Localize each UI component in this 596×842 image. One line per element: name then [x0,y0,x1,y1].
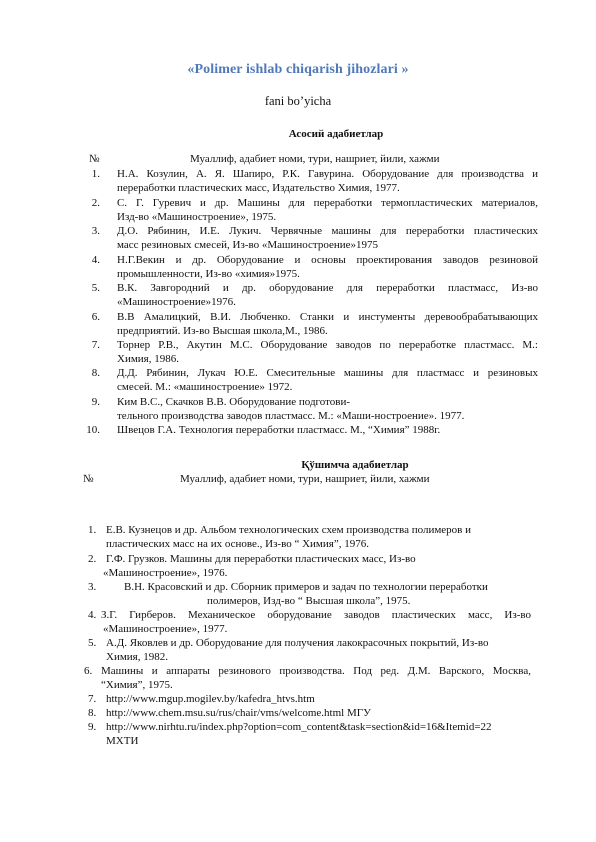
list-item-link[interactable]: http://www.nirhtu.ru/index.php?option=com_content&task=section&id=16&Itemid=22 [106,721,492,733]
list-item-number: 2. [91,197,100,209]
list-item-number: 6. [84,665,93,677]
list-item-line: А.Д. Яковлев и др. Оборудование для получения лакокрасочных покрытий, Из-во [106,637,489,649]
list-item-line: полимеров, Изд-во “ Высшая школа”, 1975. [207,595,411,607]
list-item-line: Н.А. Козулин, А. Я. Шапиро, Р.К. Гавурина. Оборудование для производства и [117,168,538,180]
list-item-number: 1. [91,168,100,180]
extra-description-column-header: Муаллиф, адабиет номи, тури, нашриет, йили, хажми [180,473,430,485]
list-item-line: З.Г. Гирберов. Механическое оборудование заводов пластических масс, Из-во [101,609,531,621]
list-item-line: тельного производства заводов пластмасс. М.: «Маши-ностроение». 1977. [117,410,465,422]
list-item-line: Д.Д. Рябинин, Лукач Ю.Е. Смесительные машины для пластмасс и резиновых [117,367,538,379]
list-item-line: переработки пластических масс, Издательство Химия, 1977. [117,182,400,194]
list-item-line: Ким В.С., Скачков В.В. Оборудование подготови- [117,396,351,408]
list-item-number: 7. [91,339,100,351]
list-item-line: «Машиностроение», 1977. [103,623,228,635]
list-item-line: предприятий. Из-во Высшая школа,М., 1986. [117,325,328,337]
list-item-line: Изд-во «Машиностроение», 1975. [117,211,277,223]
list-item-number: 8. [88,707,97,719]
list-item-number: 7. [88,693,97,705]
list-item-line: «Машиностроение»1976. [117,296,236,308]
list-item-link[interactable]: http://www.chem.msu.su/rus/chair/vms/welcome.html МГУ [106,707,371,719]
main-literature-heading: Асосий адабиетлар [288,128,384,140]
list-item-number: 3. [88,581,97,593]
list-item-number: 8. [91,367,100,379]
list-item-line: пластических масс на их основе., Из-во “ Химия”, 1976. [106,538,369,550]
main-description-column-header: Муаллиф, адабиет номи, тури, нашриет, йили, хажми [190,153,440,165]
list-item-line: Е.В. Кузнецов и др. Альбом технологических схем производства полимеров и [106,524,472,536]
list-item-link[interactable]: http://www.mgup.mogilev.by/kafedra_htvs.htm [106,693,315,705]
list-item-line: В.К. Завгородний и др. оборудование для переработки пластмасс, Из-во [117,282,538,294]
main-number-column-header: № [89,153,100,165]
list-item-line: Химия, 1986. [117,353,179,365]
list-item-number: 3. [91,225,100,237]
list-item-line: С. Г. Гуревич и др. Машины для переработки термопластических материалов, [117,197,538,209]
list-item-line: В.В Амалицкий, В.И. Любченко. Станки и инстументы деревообрабатывающих [117,311,538,323]
list-item-number: 4. [88,609,97,621]
list-item-line: Д.О. Рябинин, И.Е. Лукич. Червячные машины для переработки пластических [117,225,538,237]
list-item-number: 9. [88,721,97,733]
document-title: «Polimer ishlab chiqarish jihozlari » [187,62,409,77]
list-item-number: 5. [88,637,97,649]
list-item-line: смесей. М.: «машиностроение» 1972. [117,381,293,393]
list-item-number: 10. [86,424,100,436]
list-item-line: Швецов Г.А. Технология переработки пластмасс. М., “Химия” 1988г. [117,424,441,436]
extra-number-column-header: № [83,473,94,485]
list-item-line: Н.Г.Векин и др. Оборудование и основы проектирования заводов резиновой [117,254,538,266]
list-item-line: В.Н. Красовский и др. Сборник примеров и задач по технологии переработки [124,581,488,593]
list-item-number: 5. [91,282,100,294]
document-subtitle: fani bo’yicha [264,94,332,108]
list-item-number: 6. [91,311,100,323]
list-item-line: промышленности, Из-во «химия»1975. [117,268,300,280]
list-item-line: Г.Ф. Грузков. Машины для переработки пластических масс, Из-во [106,553,416,565]
list-item-line: “Химия”, 1975. [101,679,173,691]
list-item-line: МХТИ [106,735,139,747]
list-item-line: «Машиностроение», 1976. [103,567,228,579]
list-item-number: 9. [91,396,100,408]
list-item-number: 2. [88,553,97,565]
extra-literature-heading: Қўшимча адабиетлар [301,459,409,471]
list-item-line: Машины и аппараты резинового производства. Под ред. Д.М. Варского, Москва, [101,665,531,677]
list-item-number: 1. [88,524,97,536]
list-item-line: Торнер Р.В., Акутин М.С. Оборудование заводов по переработке пластмасс. М.: [117,339,538,351]
list-item-line: Химия, 1982. [106,651,168,663]
list-item-number: 4. [91,254,100,266]
list-item-line: масс резиновых смесей, Из-во «Машиностроение»1975 [117,239,379,251]
